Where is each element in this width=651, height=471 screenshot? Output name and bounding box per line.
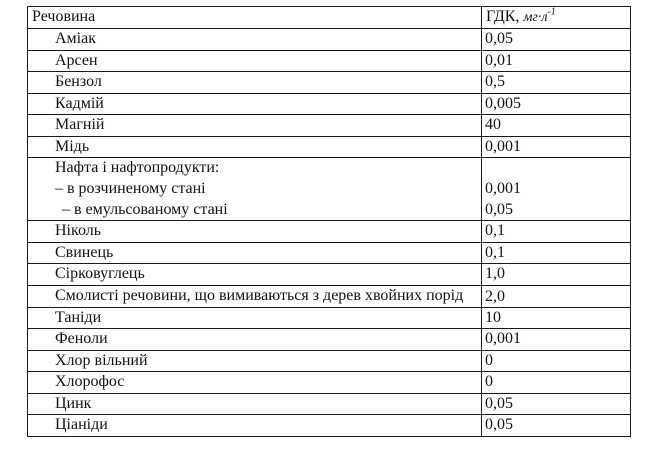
row-name: Хлор вільний xyxy=(28,350,482,372)
row-value: 0,05 xyxy=(482,29,631,51)
table-row xyxy=(28,136,631,158)
table-row xyxy=(28,72,631,94)
oil-name-cell xyxy=(28,158,482,221)
row-name: Хлорофос xyxy=(28,372,482,394)
table-row xyxy=(28,350,631,372)
table-row xyxy=(28,372,631,394)
oil-dissolved-label: – в розчиненому стані xyxy=(55,179,206,197)
row-name: Таніди xyxy=(28,307,482,329)
oil-value-cell xyxy=(482,158,631,221)
oil-title-value-spacer xyxy=(485,158,630,179)
row-value: 0,001 xyxy=(482,329,631,351)
row-value: 0 xyxy=(482,350,631,372)
resin-name-cell xyxy=(28,285,482,307)
header-limit-prefix: ГДК, xyxy=(486,8,524,25)
table-row xyxy=(28,29,631,51)
header-substance: Речовина xyxy=(28,7,482,29)
table-header-row xyxy=(28,7,631,29)
row-name: Цинк xyxy=(28,393,482,415)
table-row xyxy=(28,221,631,243)
row-name: Ніколь xyxy=(28,221,482,243)
row-name: Бензол xyxy=(28,72,482,94)
oil-emulsified-label: – в емульсованому стані xyxy=(62,200,228,218)
table-row xyxy=(28,415,631,437)
header-limit-exponent: -1 xyxy=(547,6,556,18)
row-value: 10 xyxy=(482,307,631,329)
oil-title: Нафта і нафтопродукти: xyxy=(55,159,220,176)
row-value: 0,5 xyxy=(482,72,631,94)
table-row xyxy=(28,329,631,351)
row-name: Сірковуглець xyxy=(28,264,482,286)
oil-dissolved-value: 0,001 xyxy=(485,179,521,197)
row-name: Феноли xyxy=(28,329,482,351)
row-value: 0,1 xyxy=(482,242,631,264)
row-value: 0,1 xyxy=(482,221,631,243)
table-row xyxy=(28,242,631,264)
row-name: Кадмій xyxy=(28,93,482,115)
row-value: 0,001 xyxy=(482,136,631,158)
table-row xyxy=(28,115,631,137)
row-name: Арсен xyxy=(28,50,482,72)
table-row xyxy=(28,393,631,415)
table-row xyxy=(28,307,631,329)
row-value: 1,0 xyxy=(482,264,631,286)
resin-text: Смолисті речовини, що вимиваються з дерев хвойних порід xyxy=(55,286,464,304)
row-name: Аміак xyxy=(28,29,482,51)
row-name: Магній xyxy=(28,115,482,137)
row-value: 0,05 xyxy=(482,415,631,437)
row-name: Свинець xyxy=(28,242,482,264)
table-row-oil xyxy=(28,158,631,221)
table-row xyxy=(28,264,631,286)
header-limit-unit: мг·л xyxy=(523,10,548,25)
row-value: 0,005 xyxy=(482,93,631,115)
row-value: 0,01 xyxy=(482,50,631,72)
table-row xyxy=(28,50,631,72)
row-value: 0 xyxy=(482,372,631,394)
row-name: Ціаніди xyxy=(28,415,482,437)
resin-value: 2,0 xyxy=(482,285,631,307)
row-value: 0,05 xyxy=(482,393,631,415)
row-value: 40 xyxy=(482,115,631,137)
substance-limits-table xyxy=(27,6,631,437)
table-row xyxy=(28,93,631,115)
row-name: Мідь xyxy=(28,136,482,158)
table-row-resin xyxy=(28,285,631,307)
header-limit xyxy=(482,7,631,29)
oil-emulsified-value: 0,05 xyxy=(485,200,513,218)
